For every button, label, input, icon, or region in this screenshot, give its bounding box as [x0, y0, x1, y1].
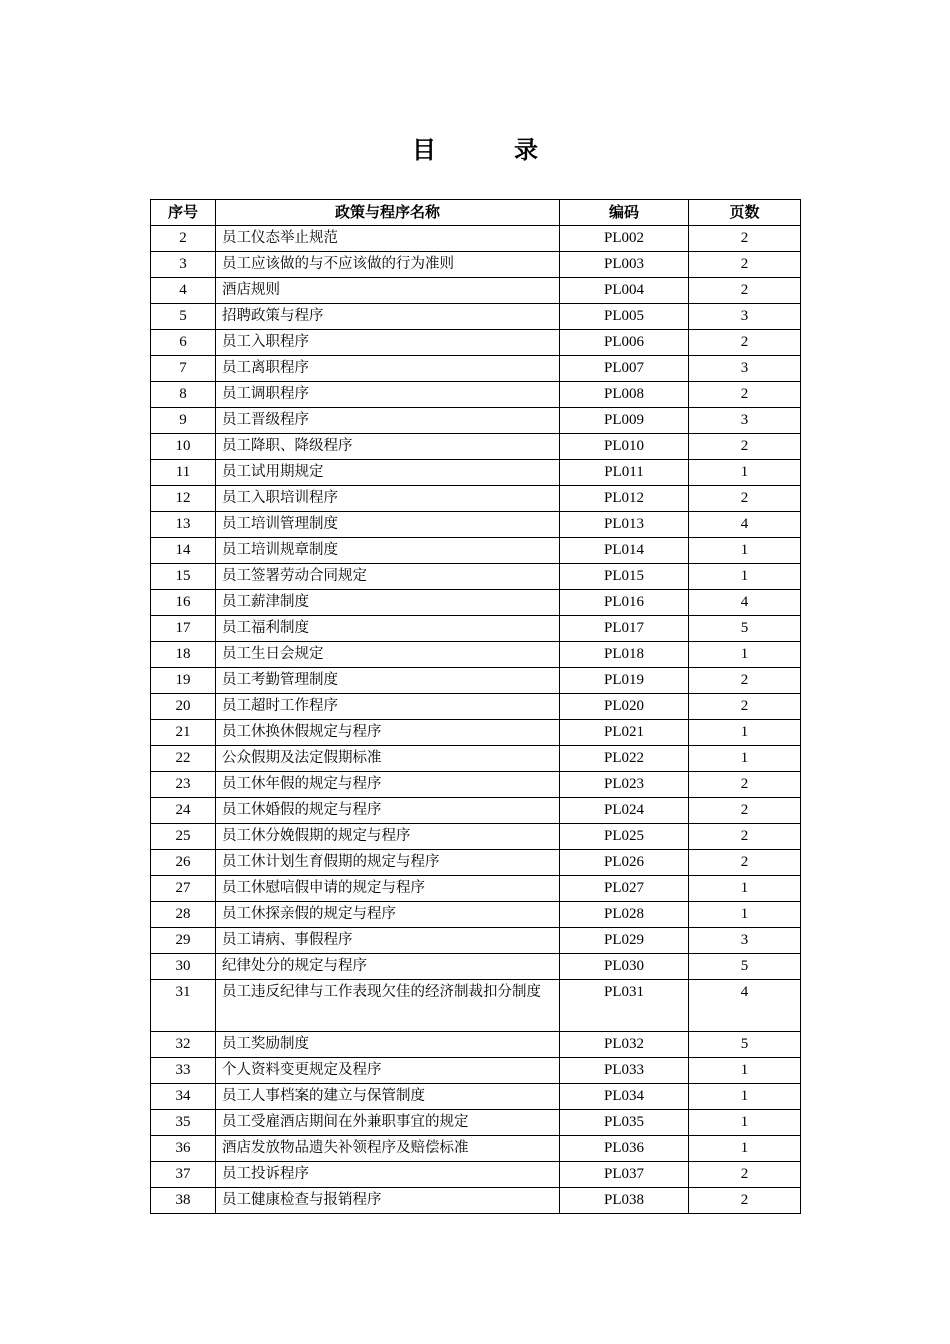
cell-code: PL019 — [560, 668, 689, 694]
cell-pages: 2 — [689, 824, 801, 850]
cell-num: 18 — [151, 642, 216, 668]
table-row — [151, 928, 801, 954]
cell-pages: 1 — [689, 642, 801, 668]
table-row — [151, 616, 801, 642]
cell-name: 招聘政策与程序 — [216, 304, 560, 330]
cell-pages: 1 — [689, 1136, 801, 1162]
cell-code: PL026 — [560, 850, 689, 876]
cell-num: 36 — [151, 1136, 216, 1162]
cell-name: 员工仪态举止规范 — [216, 226, 560, 252]
cell-num: 6 — [151, 330, 216, 356]
cell-code: PL006 — [560, 330, 689, 356]
cell-pages: 2 — [689, 226, 801, 252]
cell-code: PL036 — [560, 1136, 689, 1162]
cell-name: 个人资料变更规定及程序 — [216, 1058, 560, 1084]
cell-num: 27 — [151, 876, 216, 902]
cell-name: 员工福利制度 — [216, 616, 560, 642]
cell-code: PL029 — [560, 928, 689, 954]
cell-pages: 2 — [689, 434, 801, 460]
cell-name: 员工离职程序 — [216, 356, 560, 382]
table-row — [151, 824, 801, 850]
cell-name: 员工休换休假规定与程序 — [216, 720, 560, 746]
table-row — [151, 1084, 801, 1110]
cell-code: PL034 — [560, 1084, 689, 1110]
table-row — [151, 1058, 801, 1084]
cell-pages: 4 — [689, 980, 801, 1032]
table-row — [151, 486, 801, 512]
cell-num: 10 — [151, 434, 216, 460]
cell-name: 员工休计划生育假期的规定与程序 — [216, 850, 560, 876]
cell-name: 员工调职程序 — [216, 382, 560, 408]
table-row — [151, 382, 801, 408]
cell-code: PL023 — [560, 772, 689, 798]
cell-name: 员工培训规章制度 — [216, 538, 560, 564]
cell-num: 11 — [151, 460, 216, 486]
table-row — [151, 252, 801, 278]
table-row — [151, 1032, 801, 1058]
cell-num: 4 — [151, 278, 216, 304]
cell-name: 酒店发放物品遗失补领程序及赔偿标准 — [216, 1136, 560, 1162]
cell-num: 34 — [151, 1084, 216, 1110]
cell-pages: 2 — [689, 330, 801, 356]
table-row — [151, 850, 801, 876]
cell-code: PL020 — [560, 694, 689, 720]
cell-num: 22 — [151, 746, 216, 772]
cell-num: 5 — [151, 304, 216, 330]
table-row — [151, 876, 801, 902]
cell-name: 员工休探亲假的规定与程序 — [216, 902, 560, 928]
cell-num: 16 — [151, 590, 216, 616]
cell-pages: 2 — [689, 252, 801, 278]
cell-num: 24 — [151, 798, 216, 824]
cell-code: PL018 — [560, 642, 689, 668]
cell-pages: 2 — [689, 382, 801, 408]
header-name: 政策与程序名称 — [216, 200, 560, 226]
cell-num: 37 — [151, 1162, 216, 1188]
cell-code: PL003 — [560, 252, 689, 278]
cell-name: 员工受雇酒店期间在外兼职事宜的规定 — [216, 1110, 560, 1136]
table-row — [151, 1110, 801, 1136]
cell-pages: 2 — [689, 694, 801, 720]
toc-header-row — [151, 200, 801, 226]
cell-pages: 1 — [689, 1058, 801, 1084]
cell-pages: 4 — [689, 590, 801, 616]
cell-pages: 1 — [689, 746, 801, 772]
cell-code: PL012 — [560, 486, 689, 512]
cell-code: PL022 — [560, 746, 689, 772]
cell-code: PL002 — [560, 226, 689, 252]
cell-pages: 5 — [689, 616, 801, 642]
cell-name: 员工签署劳动合同规定 — [216, 564, 560, 590]
cell-name: 员工休婚假的规定与程序 — [216, 798, 560, 824]
table-row — [151, 564, 801, 590]
cell-num: 29 — [151, 928, 216, 954]
cell-num: 14 — [151, 538, 216, 564]
cell-pages: 1 — [689, 902, 801, 928]
cell-num: 21 — [151, 720, 216, 746]
cell-name: 员工入职程序 — [216, 330, 560, 356]
cell-pages: 4 — [689, 512, 801, 538]
cell-code: PL009 — [560, 408, 689, 434]
cell-code: PL025 — [560, 824, 689, 850]
cell-name: 员工休分娩假期的规定与程序 — [216, 824, 560, 850]
cell-code: PL037 — [560, 1162, 689, 1188]
cell-code: PL015 — [560, 564, 689, 590]
cell-num: 8 — [151, 382, 216, 408]
cell-num: 3 — [151, 252, 216, 278]
cell-name: 员工投诉程序 — [216, 1162, 560, 1188]
cell-name: 员工休慰唁假申请的规定与程序 — [216, 876, 560, 902]
table-row — [151, 694, 801, 720]
table-row — [151, 954, 801, 980]
cell-pages: 2 — [689, 278, 801, 304]
cell-num: 31 — [151, 980, 216, 1032]
cell-name: 员工入职培训程序 — [216, 486, 560, 512]
cell-code: PL024 — [560, 798, 689, 824]
table-row — [151, 538, 801, 564]
cell-pages: 2 — [689, 486, 801, 512]
table-row — [151, 746, 801, 772]
cell-name: 员工违反纪律与工作表现欠佳的经济制裁扣分制度 — [216, 980, 560, 1032]
table-row — [151, 642, 801, 668]
cell-pages: 2 — [689, 1188, 801, 1214]
cell-pages: 3 — [689, 304, 801, 330]
header-pages: 页数 — [689, 200, 801, 226]
table-row — [151, 902, 801, 928]
table-row — [151, 226, 801, 252]
cell-code: PL035 — [560, 1110, 689, 1136]
cell-name: 员工降职、降级程序 — [216, 434, 560, 460]
table-row — [151, 798, 801, 824]
cell-code: PL021 — [560, 720, 689, 746]
cell-name: 员工考勤管理制度 — [216, 668, 560, 694]
cell-code: PL013 — [560, 512, 689, 538]
cell-code: PL031 — [560, 980, 689, 1032]
table-row — [151, 1188, 801, 1214]
cell-pages: 1 — [689, 538, 801, 564]
cell-num: 20 — [151, 694, 216, 720]
table-row — [151, 356, 801, 382]
cell-pages: 1 — [689, 460, 801, 486]
cell-num: 7 — [151, 356, 216, 382]
cell-name: 员工培训管理制度 — [216, 512, 560, 538]
cell-code: PL033 — [560, 1058, 689, 1084]
cell-name: 员工超时工作程序 — [216, 694, 560, 720]
cell-code: PL028 — [560, 902, 689, 928]
cell-code: PL016 — [560, 590, 689, 616]
cell-code: PL030 — [560, 954, 689, 980]
cell-num: 35 — [151, 1110, 216, 1136]
cell-pages: 3 — [689, 928, 801, 954]
toc-table — [150, 199, 801, 1214]
cell-name: 员工请病、事假程序 — [216, 928, 560, 954]
cell-code: PL017 — [560, 616, 689, 642]
cell-name: 员工人事档案的建立与保管制度 — [216, 1084, 560, 1110]
cell-pages: 1 — [689, 1110, 801, 1136]
cell-pages: 1 — [689, 1084, 801, 1110]
table-row — [151, 330, 801, 356]
table-row — [151, 512, 801, 538]
toc-body — [151, 226, 801, 1214]
cell-num: 9 — [151, 408, 216, 434]
cell-num: 15 — [151, 564, 216, 590]
cell-num: 25 — [151, 824, 216, 850]
cell-name: 员工试用期规定 — [216, 460, 560, 486]
cell-pages: 2 — [689, 798, 801, 824]
cell-num: 13 — [151, 512, 216, 538]
cell-code: PL011 — [560, 460, 689, 486]
table-row — [151, 1162, 801, 1188]
cell-name: 员工薪津制度 — [216, 590, 560, 616]
cell-num: 19 — [151, 668, 216, 694]
cell-pages: 1 — [689, 720, 801, 746]
cell-pages: 2 — [689, 850, 801, 876]
cell-pages: 5 — [689, 1032, 801, 1058]
cell-num: 2 — [151, 226, 216, 252]
cell-num: 38 — [151, 1188, 216, 1214]
cell-num: 23 — [151, 772, 216, 798]
table-row — [151, 278, 801, 304]
table-row — [151, 1136, 801, 1162]
cell-code: PL010 — [560, 434, 689, 460]
cell-num: 33 — [151, 1058, 216, 1084]
cell-pages: 1 — [689, 564, 801, 590]
cell-code: PL038 — [560, 1188, 689, 1214]
cell-name: 公众假期及法定假期标准 — [216, 746, 560, 772]
cell-num: 28 — [151, 902, 216, 928]
cell-code: PL032 — [560, 1032, 689, 1058]
cell-num: 26 — [151, 850, 216, 876]
cell-name: 酒店规则 — [216, 278, 560, 304]
table-row — [151, 720, 801, 746]
cell-code: PL007 — [560, 356, 689, 382]
table-row — [151, 408, 801, 434]
cell-code: PL027 — [560, 876, 689, 902]
cell-pages: 5 — [689, 954, 801, 980]
header-num: 序号 — [151, 200, 216, 226]
page-title: 目录 — [412, 136, 616, 164]
cell-pages: 3 — [689, 408, 801, 434]
cell-num: 17 — [151, 616, 216, 642]
table-row — [151, 590, 801, 616]
table-row — [151, 304, 801, 330]
table-row — [151, 668, 801, 694]
cell-pages: 1 — [689, 876, 801, 902]
cell-pages: 2 — [689, 668, 801, 694]
cell-code: PL005 — [560, 304, 689, 330]
table-row — [151, 460, 801, 486]
cell-name: 员工晋级程序 — [216, 408, 560, 434]
cell-pages: 3 — [689, 356, 801, 382]
cell-name: 员工奖励制度 — [216, 1032, 560, 1058]
cell-num: 30 — [151, 954, 216, 980]
cell-code: PL004 — [560, 278, 689, 304]
table-row — [151, 772, 801, 798]
cell-name: 员工健康检查与报销程序 — [216, 1188, 560, 1214]
cell-code: PL014 — [560, 538, 689, 564]
cell-num: 32 — [151, 1032, 216, 1058]
cell-code: PL008 — [560, 382, 689, 408]
cell-name: 员工应该做的与不应该做的行为准则 — [216, 252, 560, 278]
cell-num: 12 — [151, 486, 216, 512]
cell-pages: 2 — [689, 772, 801, 798]
cell-name: 纪律处分的规定与程序 — [216, 954, 560, 980]
header-code: 编码 — [560, 200, 689, 226]
cell-name: 员工休年假的规定与程序 — [216, 772, 560, 798]
table-row — [151, 434, 801, 460]
cell-pages: 2 — [689, 1162, 801, 1188]
table-row — [151, 980, 801, 1032]
cell-name: 员工生日会规定 — [216, 642, 560, 668]
